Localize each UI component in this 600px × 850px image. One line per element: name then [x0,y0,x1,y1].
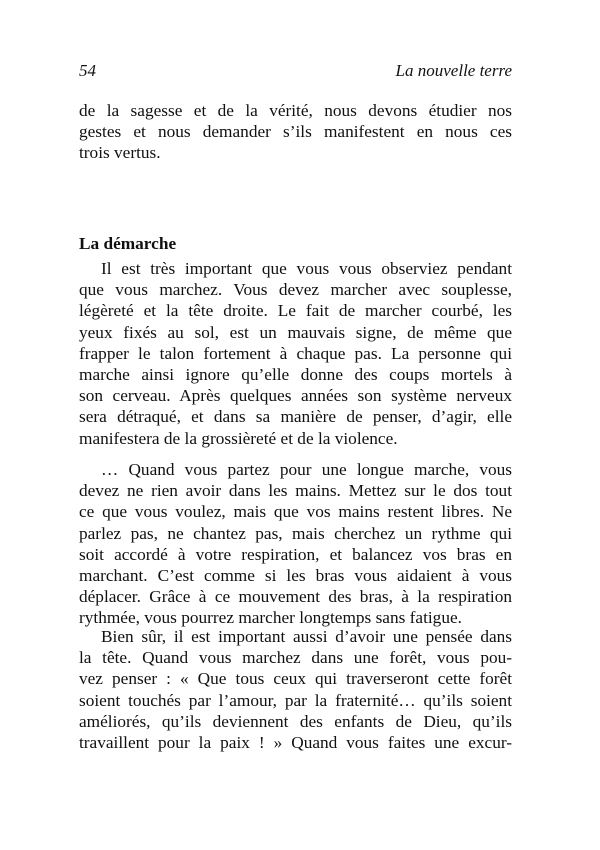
page-number: 54 [79,61,96,80]
text-line: que vous marchez. Vous devez marcher avec souplesse, [79,280,512,300]
body-paragraph [79,258,512,449]
text-line: Bien sûr, il est important aussi d’avoir une pensée dans [101,627,512,646]
text-line: la tête. Quand vous marchez dans une forêt, vous pou- [79,648,512,668]
running-header [79,61,512,81]
text-line: son cerveau. Après quelques années son système nerveux [79,386,512,406]
text-line: déplacer. Grâce à ce mouvement des bras, à la respiration [79,587,512,607]
section-heading: La démarche [79,234,177,253]
intro-paragraph [79,100,512,164]
text-line: marche ainsi ignore qu’elle donne des coups mortels à [79,365,512,385]
text-line: légèreté et la tête droite. Le fait de marcher courbé, les [79,301,512,321]
text-line: ce que vous voulez, mais que vos mains restent libres. Ne [79,502,512,522]
body-paragraph [79,626,512,753]
text-line: yeux fixés au sol, est un mauvais signe, de même que [79,322,512,342]
text-line: sera détraqué, et dans sa manière de penser, d’agir, elle [79,407,512,427]
text-line: vez penser : « Que tous ceux qui traverseront cette forêt [79,669,512,689]
text-line: gestes et nous demander s’ils manifestent en nous ces [79,122,512,142]
text-line: rythmée, vous pourrez marcher longtemps sans fatigue. [79,608,462,628]
text-line: devez ne rien avoir dans les mains. Mettez sur le dos tout [79,481,512,501]
running-title: La nouvelle terre [395,61,512,80]
text-line: marchant. C’est comme si les bras vous aidaient à vous [79,566,512,586]
text-line: parlez pas, ne chantez pas, mais cherchez un rythme qui [79,523,512,543]
text-line: manifestera de la grossièreté et de la violence. [79,428,398,448]
body-paragraph [79,459,512,629]
text-line: Il est très important que vous vous observiez pendant [101,259,512,278]
text-line: … Quand vous partez pour une longue marche, vous [101,460,512,479]
text-line: améliorés, qu’ils deviennent des enfants de Dieu, qu’ils [79,711,512,731]
text-line: soient touchés par l’amour, par la fraternité… qu’ils soient [79,690,512,710]
text-line: trois vertus. [79,143,161,163]
text-line: soit accordé à votre respiration, et balancez vos bras en [79,544,512,564]
text-line: travaillent pour la paix ! » Quand vous faites une excur- [79,733,512,753]
text-line: frapper le talon fortement à chaque pas. La personne qui [79,343,512,363]
text-line: de la sagesse et de la vérité, nous devons étudier nos [79,101,512,120]
